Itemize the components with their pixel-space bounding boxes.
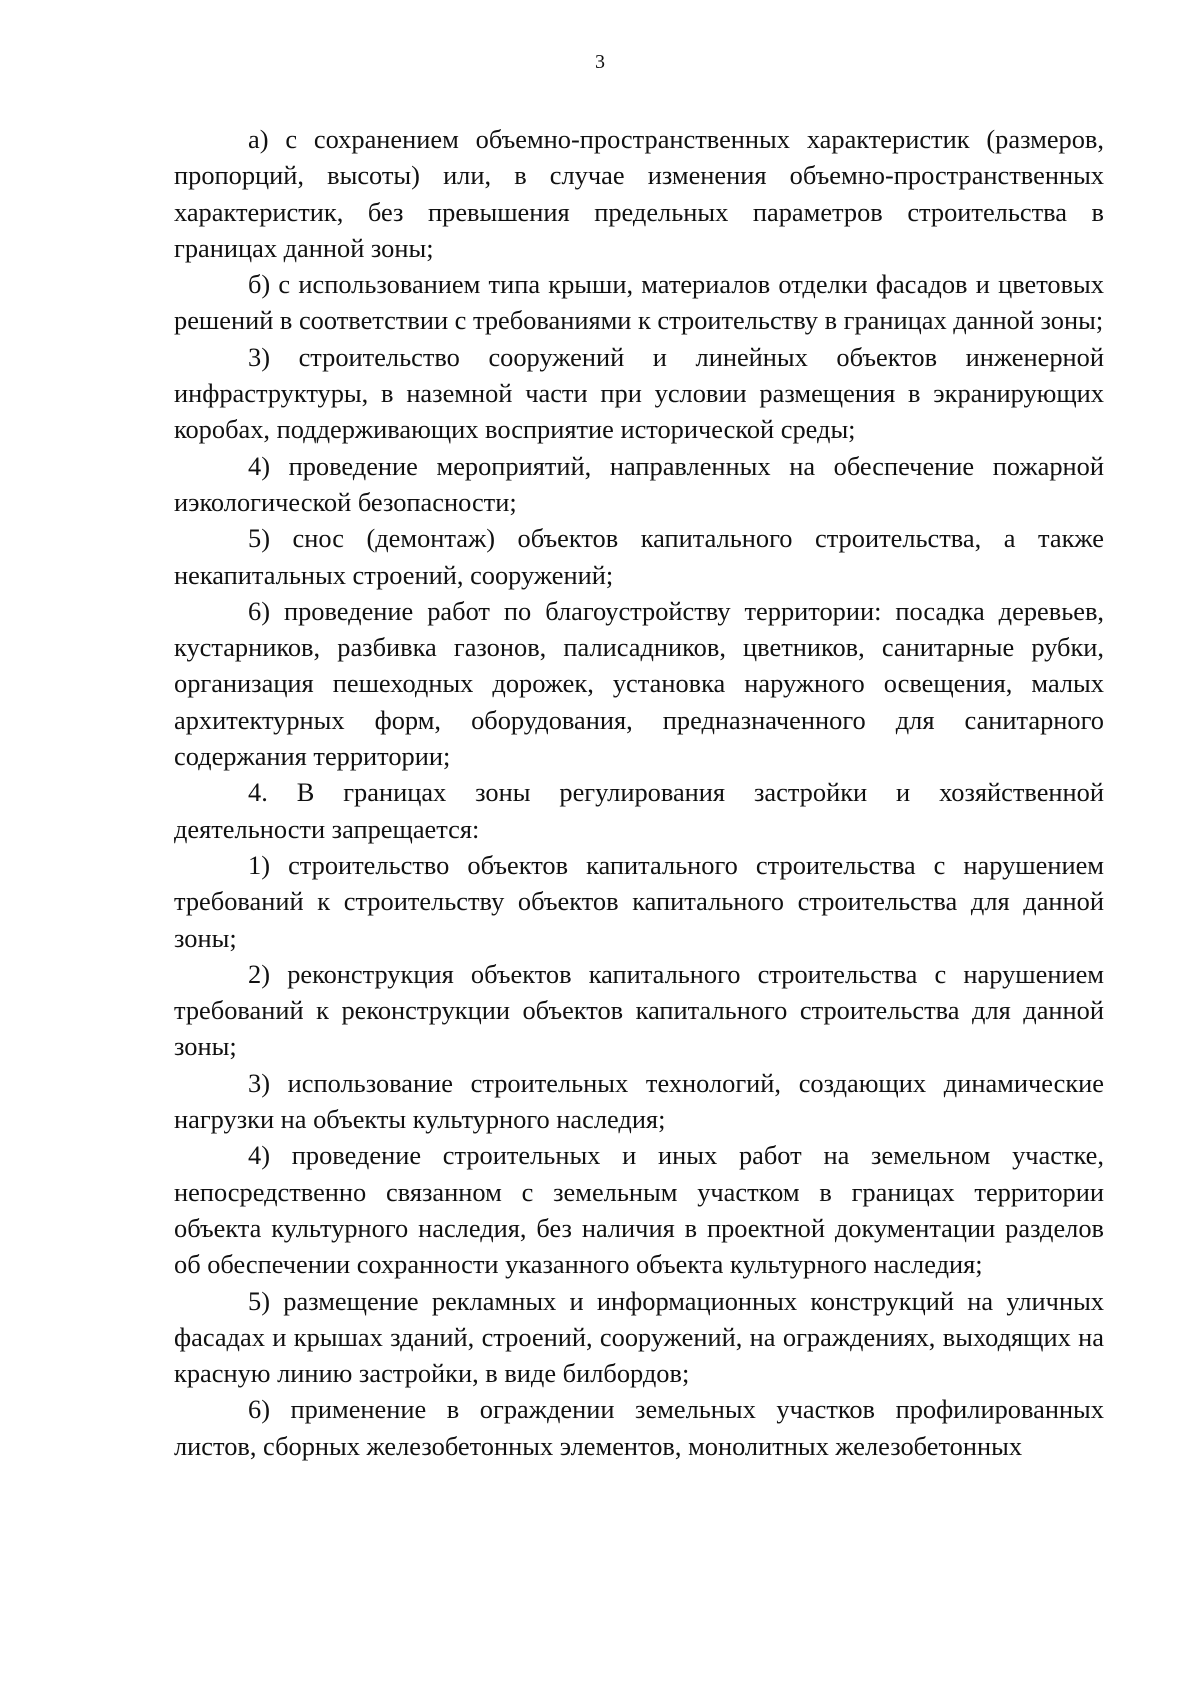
section-4-prohibitions-heading: 4. В границах зоны регулирования застройки и хозяйственной деятельности запрещается: — [174, 777, 1104, 844]
paragraph-b-roof-facade: б) с использованием типа крыши, материалов отделки фасадов и цветовых решений в соответствии с требованиями к строительству в границах данной зоны; — [174, 269, 1104, 336]
paragraph-5-demolition: 5) снос (демонтаж) объектов капитального строительства, а также некапитальных строений, сооружений; — [174, 523, 1104, 590]
prohibition-4-works-near-heritage: 4) проведение строительных и иных работ на земельном участке, непосредственно связанном с земельным участком в границах территории объекта культурного наследия, без наличия в проектной документации разделов об обеспечении сохранности указанного объекта культурного наследия; — [174, 1140, 1104, 1280]
paragraph-3-engineering-infrastructure: 3) строительство сооружений и линейных объектов инженерной инфраструктуры, в наземной части при условии размещения в экранирующих коробах, поддерживающих восприятие исторической среды; — [174, 341, 1104, 445]
prohibition-2-reconstruction: 2) реконструкция объектов капитального строительства с нарушением требований к реконструкции объектов капитального строительства для данной зоны; — [174, 958, 1104, 1062]
page-number: 3 — [595, 51, 605, 73]
prohibition-1-construction: 1) строительство объектов капитального строительства с нарушением требований к строительству объектов капитального строительства для данной зоны; — [174, 849, 1104, 953]
paragraph-a-preservation: а) с сохранением объемно-пространственных характеристик (размеров, пропорций, высоты) или, в случае изменения объемно-пространственных характеристик, без превышения предельных параметров строительства в границах данной зоны; — [174, 124, 1104, 263]
prohibition-5-billboards: 5) размещение рекламных и информационных конструкций на уличных фасадах и крышах зданий, строений, сооружений, на ограждениях, выходящих на красную линию застройки, в виде билбордов; — [174, 1285, 1104, 1389]
paragraph-4-fire-ecological-safety: 4) проведение мероприятий, направленных на обеспечение пожарной иэкологической безопасности; — [174, 450, 1104, 517]
prohibition-6-fencing: 6) применение в ограждении земельных участков профилированных листов, сборных железобетонных элементов, монолитных железобетонных — [174, 1394, 1104, 1461]
paragraph-6-landscaping: 6) проведение работ по благоустройству территории: посадка деревьев, кустарников, разбивка газонов, палисадников, цветников, санитарные рубки, организация пешеходных дорожек, установка наружного освещения, малых архитектурных форм, оборудования, предназначенного для санитарного содержания территории; — [174, 595, 1104, 772]
prohibition-3-dynamic-loads: 3) использование строительных технологий, создающих динамические нагрузки на объекты культурного наследия; — [174, 1067, 1104, 1135]
document-body — [174, 121, 1104, 1464]
